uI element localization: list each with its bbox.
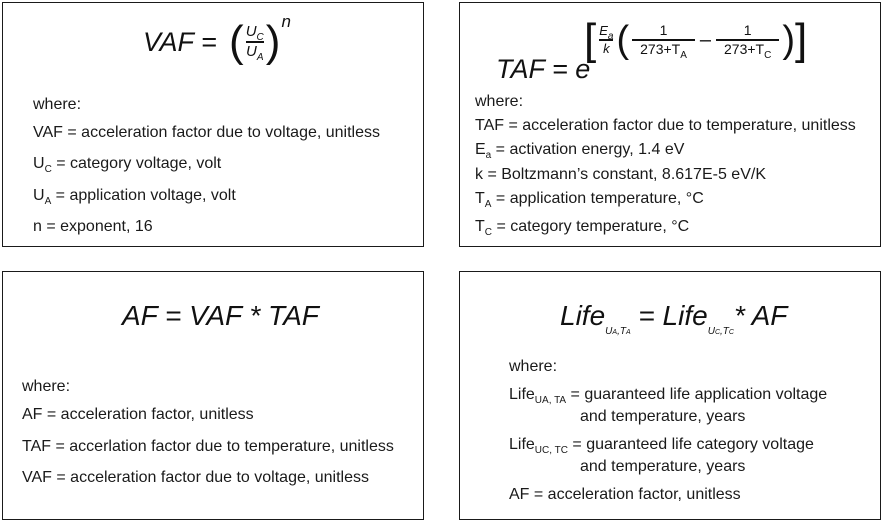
- where-label: where:: [22, 378, 71, 395]
- definition-line: $T_C$ = category temperature, °C: [475, 218, 690, 238]
- definition-line: TAF = accerlation factor due to temperature, unitless: [22, 438, 394, 455]
- where-label: where:: [509, 358, 558, 375]
- definition-line: $E_a$ = activation energy, 1.4 eV: [475, 141, 685, 161]
- vaf-equation: VAF = ( $\frac{U_C}{U_A}$ ) n: [143, 12, 291, 66]
- life-equation: Life$_{UA,TA}$ = Life$_{UC,TC}$* AF: [560, 300, 788, 337]
- definition-line: Life$_{UA, TA}$ = guaranteed life application voltage: [509, 386, 828, 406]
- taf-lhs: TAF = e: [496, 54, 591, 84]
- inverse-category-temp: $\frac{1}{273+T_C}$: [716, 23, 779, 57]
- definition-line: VAF = acceleration factor due to voltage, unitless: [33, 124, 381, 141]
- definition-line: $U_A$ = application voltage, volt: [33, 187, 236, 207]
- voltage-ratio: $\frac{U_C}{U_A}$: [245, 22, 264, 63]
- definition-line: n = exponent, 16: [33, 218, 153, 235]
- taf-exponent: [ $\frac{E_a}{k}$ ( $\frac{1}{273+T_A}$ – $\frac{1}{273+T_C}$ ) ]: [584, 15, 808, 64]
- inverse-application-temp: $\frac{1}{273+T_A}$: [632, 23, 695, 57]
- definition-line: VAF = acceleration factor due to voltage, unitless: [22, 469, 370, 486]
- definition-continuation: and temperature, years: [580, 408, 746, 425]
- definition-line: $U_C$ = category voltage, volt: [33, 155, 222, 175]
- where-label: where:: [33, 96, 82, 113]
- ea-over-k: $\frac{E_a}{k}$: [599, 22, 614, 56]
- vaf-exponent: n: [281, 12, 291, 31]
- definition-line: AF = acceleration factor, unitless: [22, 406, 254, 423]
- definition-line: Life$_{UC, TC}$ = guaranteed life category voltage: [509, 436, 814, 456]
- where-label: where:: [475, 93, 524, 110]
- af-equation: AF = VAF * TAF: [122, 300, 319, 331]
- definition-line: TAF = acceleration factor due to temperature, unitless: [475, 117, 856, 134]
- definition-line: k = Boltzmann’s constant, 8.617E-5 eV/K: [475, 166, 766, 183]
- definition-line: $T_A$ = application temperature, °C: [475, 190, 704, 210]
- definition-continuation: and temperature, years: [580, 458, 746, 475]
- definition-line: AF = acceleration factor, unitless: [509, 486, 741, 503]
- vaf-lhs: VAF =: [143, 26, 217, 57]
